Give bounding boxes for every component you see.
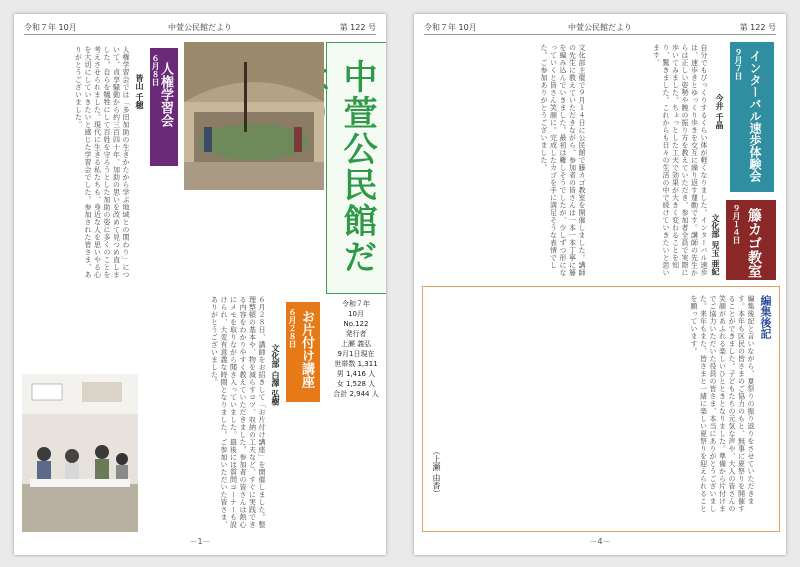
article1-body-cont	[184, 194, 324, 288]
article2-date: ６月２８日	[288, 308, 297, 348]
page-header	[424, 20, 776, 35]
article2-headline: 籐カゴ教室	[746, 208, 762, 278]
header-date: 令和７年 10月	[424, 23, 477, 32]
article1-author: 皆山 千穂	[135, 74, 144, 109]
page-footer: －1－	[189, 537, 211, 546]
article2-body: 文化部主催で９月１４日に公民館で籐カゴ教室を開催しました。講師の先生に教えていただきながら、参加者の皆さんは一本一本丁寧に籐を編み込んでいきました。最初は難しそうでしたが、少しずつ形になっていくと皆さん笑顔に。完成したカゴを手に満足そうな表情でした。ご参加ありがとうございました。	[540, 44, 586, 277]
article2-author: 文化部 白澤 弘樹	[271, 344, 280, 406]
newsletter-page-4	[414, 14, 786, 555]
article1-date: ９月７日	[734, 48, 743, 80]
info-line: 10月	[348, 310, 364, 318]
article1-body: 自分でもびっくりするくらい体が軽くなりました。インターバル速歩は、速歩きとゆっくり歩きを交互に繰り返す運動です。講師の先生からは正しい姿勢や腕の振り方を教えていただき、参加者全員で実際に歩いてみました。ちょっとした工夫で効果が大きく変わることを知り、驚きました。これからも日々の生活の中で続けていきたいと思います。	[652, 44, 708, 277]
header-issue: 第 122 号	[739, 23, 776, 32]
article1-headline: 人権学習会	[158, 62, 173, 127]
article2-author: 文化部 児玉 亜紀	[711, 214, 720, 276]
editor-note-body: 編集後記と言いながら、夏祭りの振り返りをさせていただきます。本年も区民の皆さまのご協力のもと、無事に夏祭りを開催することができました。子どもたちの元気な声や、大人の皆さんの笑顔があふれる楽しいひとときとなりました。準備から片付けまでご協力いただいた役員の皆さま、本当にありがとうございました。来年もまた、皆さまと一緒に楽しい夏祭りを迎えられることを願っています。	[690, 295, 755, 513]
info-line: 世帯数 1,311	[334, 360, 378, 368]
article1-date-box	[730, 42, 774, 192]
info-line: 女 1,528 人	[336, 380, 376, 388]
header-date: 令和７年 10月	[24, 23, 77, 32]
article2-date-box	[286, 302, 320, 402]
header-title: 中萱公民館だより	[568, 23, 632, 32]
classroom-photo	[22, 374, 138, 532]
header-title: 中萱公民館だより	[168, 23, 232, 32]
page-footer: －4－	[589, 537, 611, 546]
newsletter-page-1	[14, 14, 386, 555]
article1-date: ６月８日	[151, 54, 160, 86]
issue-info	[326, 299, 386, 423]
article2-body-cont	[22, 296, 134, 356]
article2-body: ６月２８日、講師をお招きして「お片付け講座」を開催しました。整理整頓の基本や、物を減らすコツ、収納の工夫など、すぐに実践できる内容をわかりやすく教えていただきました。参加者の皆さんは熱心にメモを取りながら聞き入っていました。最後には質問コーナーも設けられ、大変有意義な時間となりました。ご参加いただいた皆さま、ありがとうございました。	[210, 296, 266, 529]
info-line: 発行者	[345, 330, 367, 338]
museum-photo	[184, 42, 324, 190]
header-issue: 第 122 号	[339, 23, 376, 32]
info-line: No.122	[343, 320, 369, 328]
editor-note-title: 編集後記	[759, 295, 772, 339]
article1-date-box	[150, 48, 178, 166]
editor-note-box	[422, 286, 780, 532]
info-line: 9月1日現在	[337, 350, 375, 358]
info-line: 上瀬 義弘	[340, 340, 372, 348]
article2-headline: お片付け講座	[299, 310, 314, 388]
masthead-title: 中萱公民館だ	[337, 59, 377, 275]
masthead	[326, 42, 386, 294]
info-line: 男 1,416 人	[336, 370, 376, 378]
article1-body: 人権学習会では「多田加助の生きかたから学ぶ地域との関わり」について、貞享騒動から約三百四十年、加助の思いを改めて見つめ直しました。自らを犠牲にして百姓を守ろうとした加助の姿に多くのことを考えさせられました。現代に生きる私たちも、身近な人を思いやる心を大切にしていきたいと感じた学習会でした。参加された皆さま、ありがとうございました。	[74, 46, 130, 279]
info-line: 合計 2,944 人	[333, 390, 379, 398]
page-header	[24, 20, 376, 35]
article2-date-box	[726, 200, 776, 280]
article1-headline: インターバル速歩体験会	[748, 50, 762, 182]
article2-date: ９月１４日	[732, 204, 741, 244]
editor-note-signature: （上瀬 由香）	[432, 447, 441, 498]
info-line: 令和７年	[342, 300, 370, 308]
article1-author: 今井 千晶	[715, 94, 724, 129]
